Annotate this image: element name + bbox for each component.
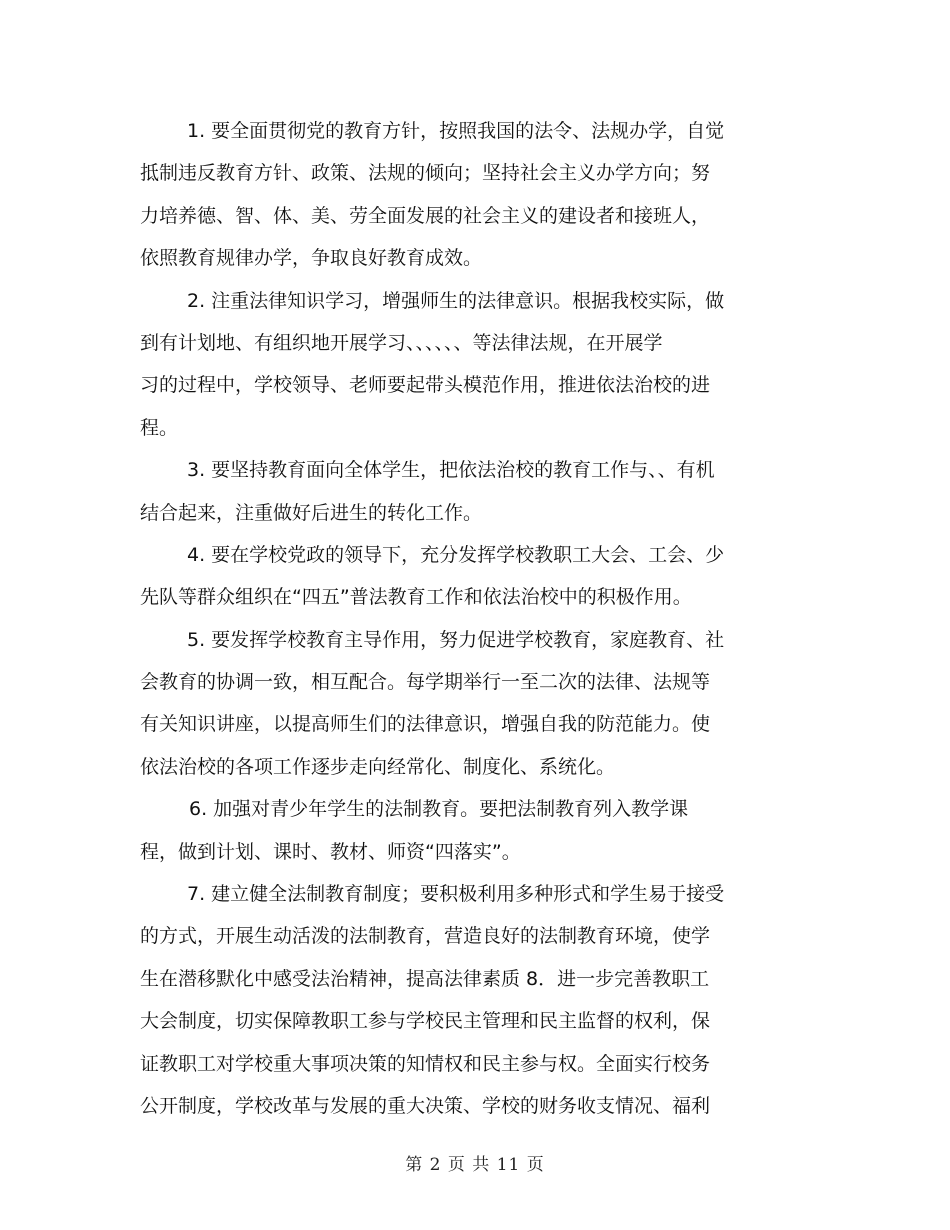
text-line: 证教职工对学校重大事项决策的知情权和民主参与权。全面实行校务	[140, 1052, 711, 1075]
text-line: 抵制违反教育方针、政策、法规的倾向；坚持社会主义办学方向；努	[140, 162, 711, 185]
body-text	[140, 110, 790, 1127]
text-line: 程。	[140, 416, 179, 439]
text-line: 先队等群众组织在“四五”普法教育工作和依法治校中的积极作用。	[140, 586, 692, 609]
text-line: 2. 注重法律知识学习，增强师生的法律意识。根据我校实际，做	[187, 289, 725, 312]
text-line: 6. 加强对青少年学生的法制教育。要把法制教育列入教学课	[189, 798, 689, 821]
text-line: 3. 要坚持教育面向全体学生，把依法治校的教育工作与、、有机	[187, 459, 715, 482]
text-line: 力培养德、智、体、美、劳全面发展的社会主义的建设者和接班人，	[140, 204, 711, 227]
text-line: 7. 建立健全法制教育制度；要积极利用多种形式和学生易于接受	[187, 883, 725, 906]
text-line: 5. 要发挥学校教育主导作用，努力促进学校教育，家庭教育、社	[187, 628, 725, 651]
text-line: 依法治校的各项工作逐步走向经常化、制度化、系统化。	[140, 755, 616, 778]
page-number-footer: 第 2 页 共 11 页	[405, 1155, 545, 1175]
text-line: 大会制度，切实保障教职工参与学校民主管理和民主监督的权利，保	[140, 1010, 711, 1033]
text-line: 到有计划地、有组织地开展学习、、、、、、等法律法规，在开展学	[140, 331, 663, 354]
text-line: 4. 要在学校党政的领导下，充分发挥学校教职工大会、工会、少	[187, 543, 725, 566]
text-line: 的方式，开展生动活泼的法制教育，营造良好的法制教育环境，使学	[140, 925, 711, 948]
text-line: 生在潜移默化中感受法治精神，提高法律素质 8．进一步完善教职工	[140, 967, 710, 990]
text-line: 依照教育规律办学，争取良好教育成效。	[140, 247, 483, 270]
text-line: 会教育的协调一致，相互配合。每学期举行一至二次的法律、法规等	[140, 671, 711, 694]
text-line: 1. 要全面贯彻党的教育方针，按照我国的法令、法规办学，自觉	[187, 120, 725, 142]
text-line: 有关知识讲座，以提高师生们的法律意识，增强自我的防范能力。使	[140, 713, 711, 736]
text-line: 程，做到计划、课时、教材、师资“四落实”。	[140, 840, 521, 863]
text-line: 结合起来，注重做好后进生的转化工作。	[140, 501, 483, 524]
text-line: 习的过程中，学校领导、老师要起带头模范作用，推进依法治校的进	[140, 374, 711, 397]
text-line: 公开制度，学校改革与发展的重大决策、学校的财务收支情况、福利	[140, 1094, 711, 1117]
